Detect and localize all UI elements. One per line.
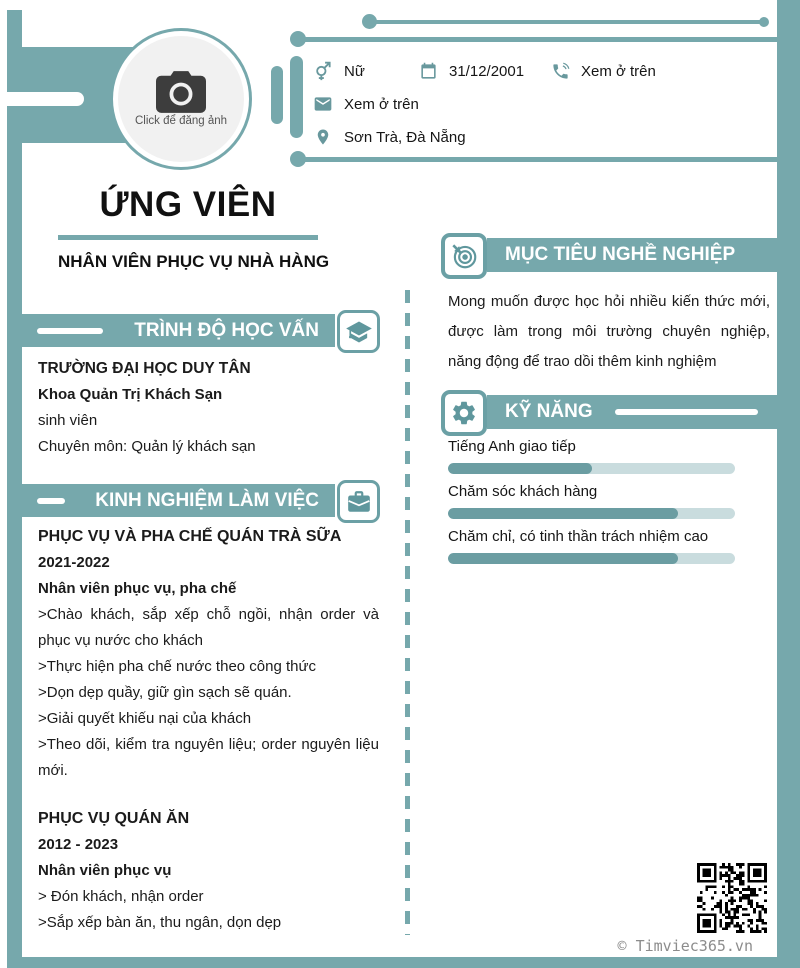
job-company: PHỤC VỤ VÀ PHA CHẾ QUÁN TRÀ SỮA (38, 528, 342, 545)
job-role: Nhân viên phục vụ, pha chế (38, 580, 237, 597)
job-duty: > Đón khách, nhận order (38, 888, 204, 905)
job-period: 2012 - 2023 (38, 836, 119, 853)
contact-birthday-value: 31/12/2001 (449, 62, 525, 80)
photo-upload-ring (110, 28, 252, 170)
decor-line-top (370, 20, 765, 24)
gender-icon (313, 61, 333, 81)
contact-phone-value: Xem ở trên (581, 62, 656, 80)
job-period: 2021-2022 (38, 554, 110, 571)
calendar-icon (418, 61, 438, 81)
photo-upload-button[interactable] (118, 36, 244, 162)
job-duty: >Giải quyết khiếu nại của khách (38, 710, 252, 727)
decor-dot (290, 151, 306, 167)
skill-progress-track (448, 508, 735, 519)
qr-code (697, 863, 767, 933)
name-underline (58, 235, 318, 240)
phone-icon (550, 61, 570, 81)
skill-label: Tiếng Anh giao tiếp (448, 438, 576, 455)
objective-header-bar (487, 238, 800, 272)
contact-address (313, 127, 466, 147)
experience-job (38, 524, 379, 784)
decor-dot (759, 17, 769, 27)
experience-title: KINH NGHIỆM LÀM VIỆC (95, 489, 319, 511)
skill-progress-fill (448, 553, 678, 564)
job-duty: >Sắp xếp bàn ăn, thu ngân, dọn dẹp (38, 914, 282, 931)
right-accent-strip (777, 0, 800, 958)
education-faculty: Khoa Quản Trị Khách Sạn (38, 386, 223, 403)
camera-icon (156, 71, 206, 113)
contact-gender-value: Nữ (344, 62, 365, 80)
job-duty: >Thực hiện pha chế nước theo công thức (38, 658, 317, 675)
gear-icon (450, 399, 478, 427)
decor-pill-small (271, 66, 283, 124)
job-duty: >Theo dõi, kiểm tra nguyên liệu; order nguyên liệu mới. (38, 736, 379, 779)
contact-email (313, 94, 419, 114)
decor-pill-large (290, 56, 303, 138)
job-duty: >Chào khách, sắp xếp chỗ ngồi, nhận order và phục vụ nước cho khách (38, 606, 379, 649)
left-accent-strip (7, 10, 22, 958)
target-icon (449, 241, 479, 271)
education-icon-box (337, 310, 380, 353)
education-major: Chuyên môn: Quản lý khách sạn (38, 438, 256, 455)
candidate-name: ỨNG VIÊN (99, 185, 277, 224)
experience-job (38, 806, 379, 936)
education-header-dash (37, 328, 103, 334)
job-company: PHỤC VỤ QUÁN ĂN (38, 810, 190, 827)
graduation-cap-icon (345, 318, 373, 346)
skill-label: Chăm chỉ, có tinh thần trách nhiệm cao (448, 528, 709, 545)
objective-text: Mong muốn được học hỏi nhiều kiến thức mới, được làm trong môi trường chuyên nghiệp, năng động để trao dồi thêm kinh nghiệm (448, 293, 770, 370)
contact-phone (550, 61, 656, 81)
info-frame-top (298, 37, 800, 42)
briefcase-icon (346, 489, 372, 515)
experience-header-bar (22, 484, 335, 517)
objective-title: MỤC TIÊU NGHỀ NGHIỆP (505, 244, 736, 265)
job-duty: >Dọn dẹp quầy, giữ gìn sạch sẽ quán. (38, 684, 292, 701)
job-role: Nhân viên phục vụ (38, 862, 172, 879)
contact-birthday (418, 61, 524, 81)
skills-title: KỸ NĂNG (505, 401, 593, 422)
skill-label: Chăm sóc khách hàng (448, 483, 598, 500)
skill-row (448, 483, 735, 519)
contact-email-value: Xem ở trên (344, 95, 419, 113)
experience-content (38, 524, 379, 936)
decor-dot (362, 14, 377, 29)
skills-icon-box (441, 390, 487, 436)
skill-progress-track (448, 553, 735, 564)
bottom-accent-band (7, 957, 800, 968)
decor-white-stripe (0, 92, 84, 106)
location-icon (313, 127, 333, 147)
decor-dot (290, 31, 306, 47)
candidate-job-title: NHÂN VIÊN PHỤC VỤ NHÀ HÀNG (58, 252, 330, 271)
contact-address-value: Sơn Trà, Đà Nẵng (344, 128, 466, 146)
photo-upload-caption: Click để đăng ảnh (134, 115, 228, 127)
column-divider (405, 290, 410, 935)
info-frame-bottom (298, 157, 800, 162)
skill-row (448, 438, 735, 474)
skills-header-dash (615, 409, 758, 415)
experience-header-dash (37, 498, 65, 504)
skill-progress-fill (448, 463, 592, 474)
education-status: sinh viên (38, 412, 98, 429)
contact-gender (313, 61, 365, 81)
skill-progress-track (448, 463, 735, 474)
experience-icon-box (337, 480, 380, 523)
footer-copyright: © Timviec365.vn (617, 937, 753, 955)
envelope-icon (313, 94, 333, 114)
skill-row (448, 528, 735, 564)
objective-icon-box (441, 233, 487, 279)
skill-progress-fill (448, 508, 678, 519)
education-school: TRƯỜNG ĐẠI HỌC DUY TÂN (38, 360, 251, 377)
education-title: TRÌNH ĐỘ HỌC VẤN (134, 319, 319, 341)
education-content (38, 356, 256, 460)
